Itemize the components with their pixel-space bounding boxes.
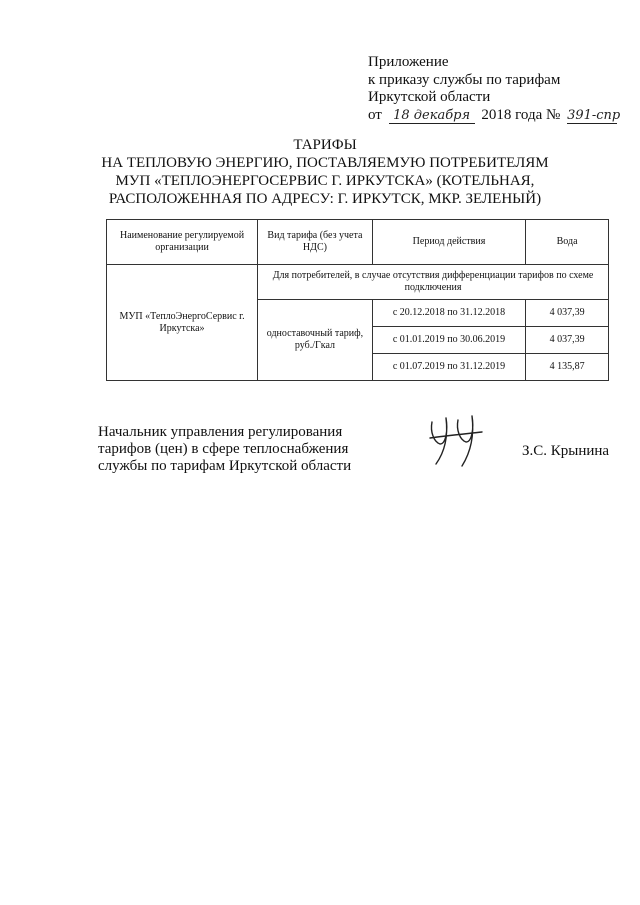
value-cell: 4 135,87	[526, 354, 609, 381]
title-line-1: ТАРИФЫ	[293, 137, 357, 153]
appendix-prefix: от	[368, 106, 382, 123]
header-tariff-type: Вид тарифа (без учета НДС)	[258, 220, 373, 265]
consumer-subheader-cell: Для потребителей, в случае отсутствия дифференциации тарифов по схеме подключения	[258, 265, 609, 300]
period-cell: с 20.12.2018 по 31.12.2018	[372, 300, 525, 327]
organization-cell: МУП «ТеплоЭнергоСервис г. Иркутска»	[107, 265, 258, 381]
handwritten-signature-icon	[424, 408, 486, 470]
document-title	[100, 136, 550, 208]
title-line-2: НА ТЕПЛОВУЮ ЭНЕРГИЮ, ПОСТАВЛЯЕМУЮ ПОТРЕБИТЕЛЯМ	[101, 155, 549, 171]
signer-name: З.С. Крынина	[522, 443, 610, 459]
appendix-block	[368, 54, 621, 124]
title-line-4: РАСПОЛОЖЕННАЯ ПО АДРЕСУ: Г. ИРКУТСК, МКР. ЗЕЛЕНЫЙ)	[108, 191, 542, 207]
signature-line-1: Начальник управления регулирования	[98, 424, 343, 440]
period-cell: с 01.07.2019 по 31.12.2019	[372, 354, 525, 381]
appendix-line-4	[368, 106, 621, 125]
handwritten-date: 18 декабря	[389, 109, 475, 124]
header-organization: Наименование регулируемой организации	[107, 220, 258, 265]
appendix-line-2: к приказу службы по тарифам	[368, 71, 561, 88]
title-line-3: МУП «ТЕПЛОЭНЕРГОСЕРВИС Г. ИРКУТСКА» (КОТЕЛЬНАЯ,	[115, 173, 535, 189]
appendix-line-3: Иркутской области	[368, 89, 491, 105]
table-header-row	[107, 220, 609, 265]
value-cell: 4 037,39	[526, 327, 609, 354]
handwritten-order-number: 391-спр	[567, 107, 621, 123]
header-water: Вода	[526, 220, 609, 265]
header-period: Период действия	[372, 220, 525, 265]
signature-title-block	[98, 424, 351, 475]
table-subheader-row	[107, 265, 609, 300]
tariff-type-cell: одноставочный тариф, руб./Гкал	[258, 300, 373, 381]
appendix-line-1: Приложение	[368, 54, 449, 70]
signature-line-3: службы по тарифам Иркутской области	[98, 458, 352, 474]
value-cell: 4 037,39	[526, 300, 609, 327]
period-cell: с 01.01.2019 по 30.06.2019	[372, 327, 525, 354]
tariff-table	[106, 219, 609, 381]
appendix-year: 2018 года №	[481, 106, 561, 123]
signature-line-2: тарифов (цен) в сфере теплоснабжения	[98, 441, 349, 457]
